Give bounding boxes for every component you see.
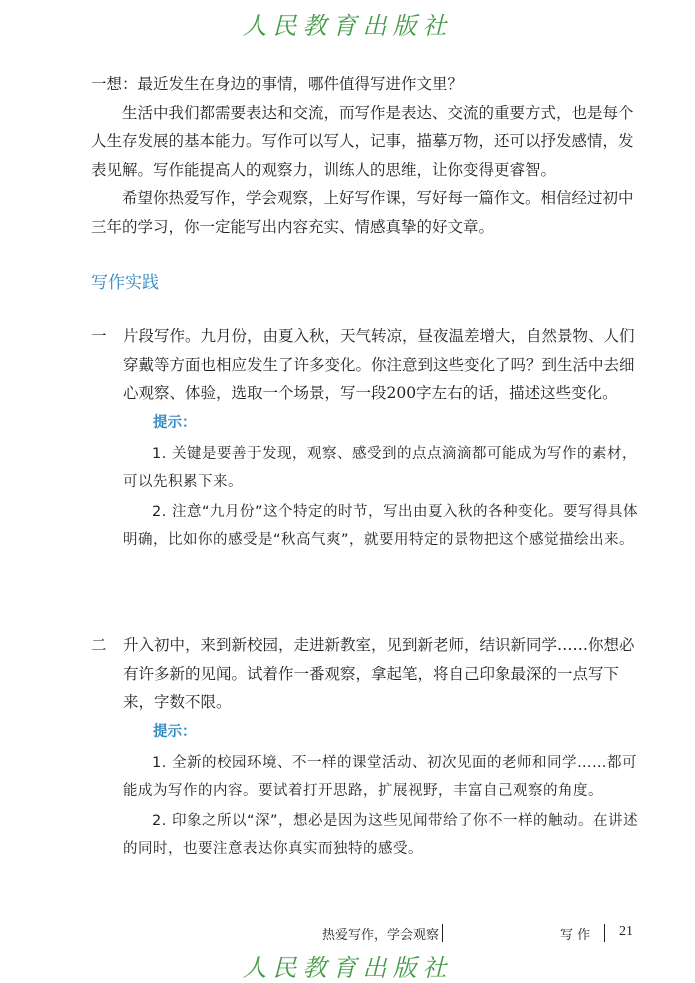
hint-item: 2. 印象之所以“深”，想必是因为这些见闻带给了你不一样的触动。在讲述的同时，也要注意表达你真实而独特的感受。 xyxy=(123,812,638,857)
task-item xyxy=(91,631,641,863)
footer-section-label: 写 作 xyxy=(560,928,591,943)
page-number: 21 xyxy=(619,924,633,939)
task-item xyxy=(91,322,641,554)
task-number: 一 xyxy=(91,327,107,345)
intro-paragraph: 生活中我们都需要表达和交流，而写作是表达、交流的重要方式，也是每个人生存发展的基本能力。写作可以写人，记事，描摹万物，还可以抒发感情，发表见解。写作能提高人的观察力，训练人的思维，让你变得更睿智。 xyxy=(91,103,634,179)
publisher-logo-footer: 人民教育出版社 xyxy=(242,954,453,982)
task-text: 片段写作。九月份，由夏入秋，天气转凉，昼夜温差增大，自然景物、人们穿戴等方面也相应发生了许多变化。你注意到这些变化了吗？到生活中去细心观察、体验，选取一个场景，写一段200字左右的话，描述这些变化。 xyxy=(123,327,635,402)
section-title: 写作实践 xyxy=(91,273,159,293)
hint-label: 提示： xyxy=(153,413,197,431)
task-number: 二 xyxy=(91,636,107,654)
intro-section xyxy=(91,70,641,241)
intro-paragraph: 希望你热爱写作，学会观察，上好写作课，写好每一篇作文。相信经过初中三年的学习，你一定能写出内容充实、情感真挚的好文章。 xyxy=(91,189,634,236)
footer-unit-title: 热爱写作，学会观察 xyxy=(322,928,440,943)
footer-divider xyxy=(604,924,605,942)
intro-question: 一想：最近发生在身边的事情，哪件值得写进作文里？ xyxy=(91,75,464,93)
footer-divider xyxy=(442,924,443,942)
publisher-logo-header: 人民教育出版社 xyxy=(242,12,453,40)
hint-item: 1. 关键是要善于发现，观察、感受到的点点滴滴都可能成为写作的素材，可以先积累下来。 xyxy=(123,445,637,490)
hint-label: 提示： xyxy=(153,722,197,740)
task-text: 升入初中，来到新校园，走进新教室，见到新老师，结识新同学……你想必有许多新的见闻。试着作一番观察，拿起笔，将自己印象最深的一点写下来，字数不限。 xyxy=(123,636,635,711)
hint-item: 2. 注意“九月份”这个特定的时节，写出由夏入秋的各种变化。要写得具体明确，比如你的感受是“秋高气爽”，就要用特定的景物把这个感觉描绘出来。 xyxy=(123,503,638,548)
hint-item: 1. 全新的校园环境、不一样的课堂活动、初次见面的老师和同学……都可能成为写作的内容。要试着打开思路，扩展视野，丰富自己观察的角度。 xyxy=(123,754,637,799)
